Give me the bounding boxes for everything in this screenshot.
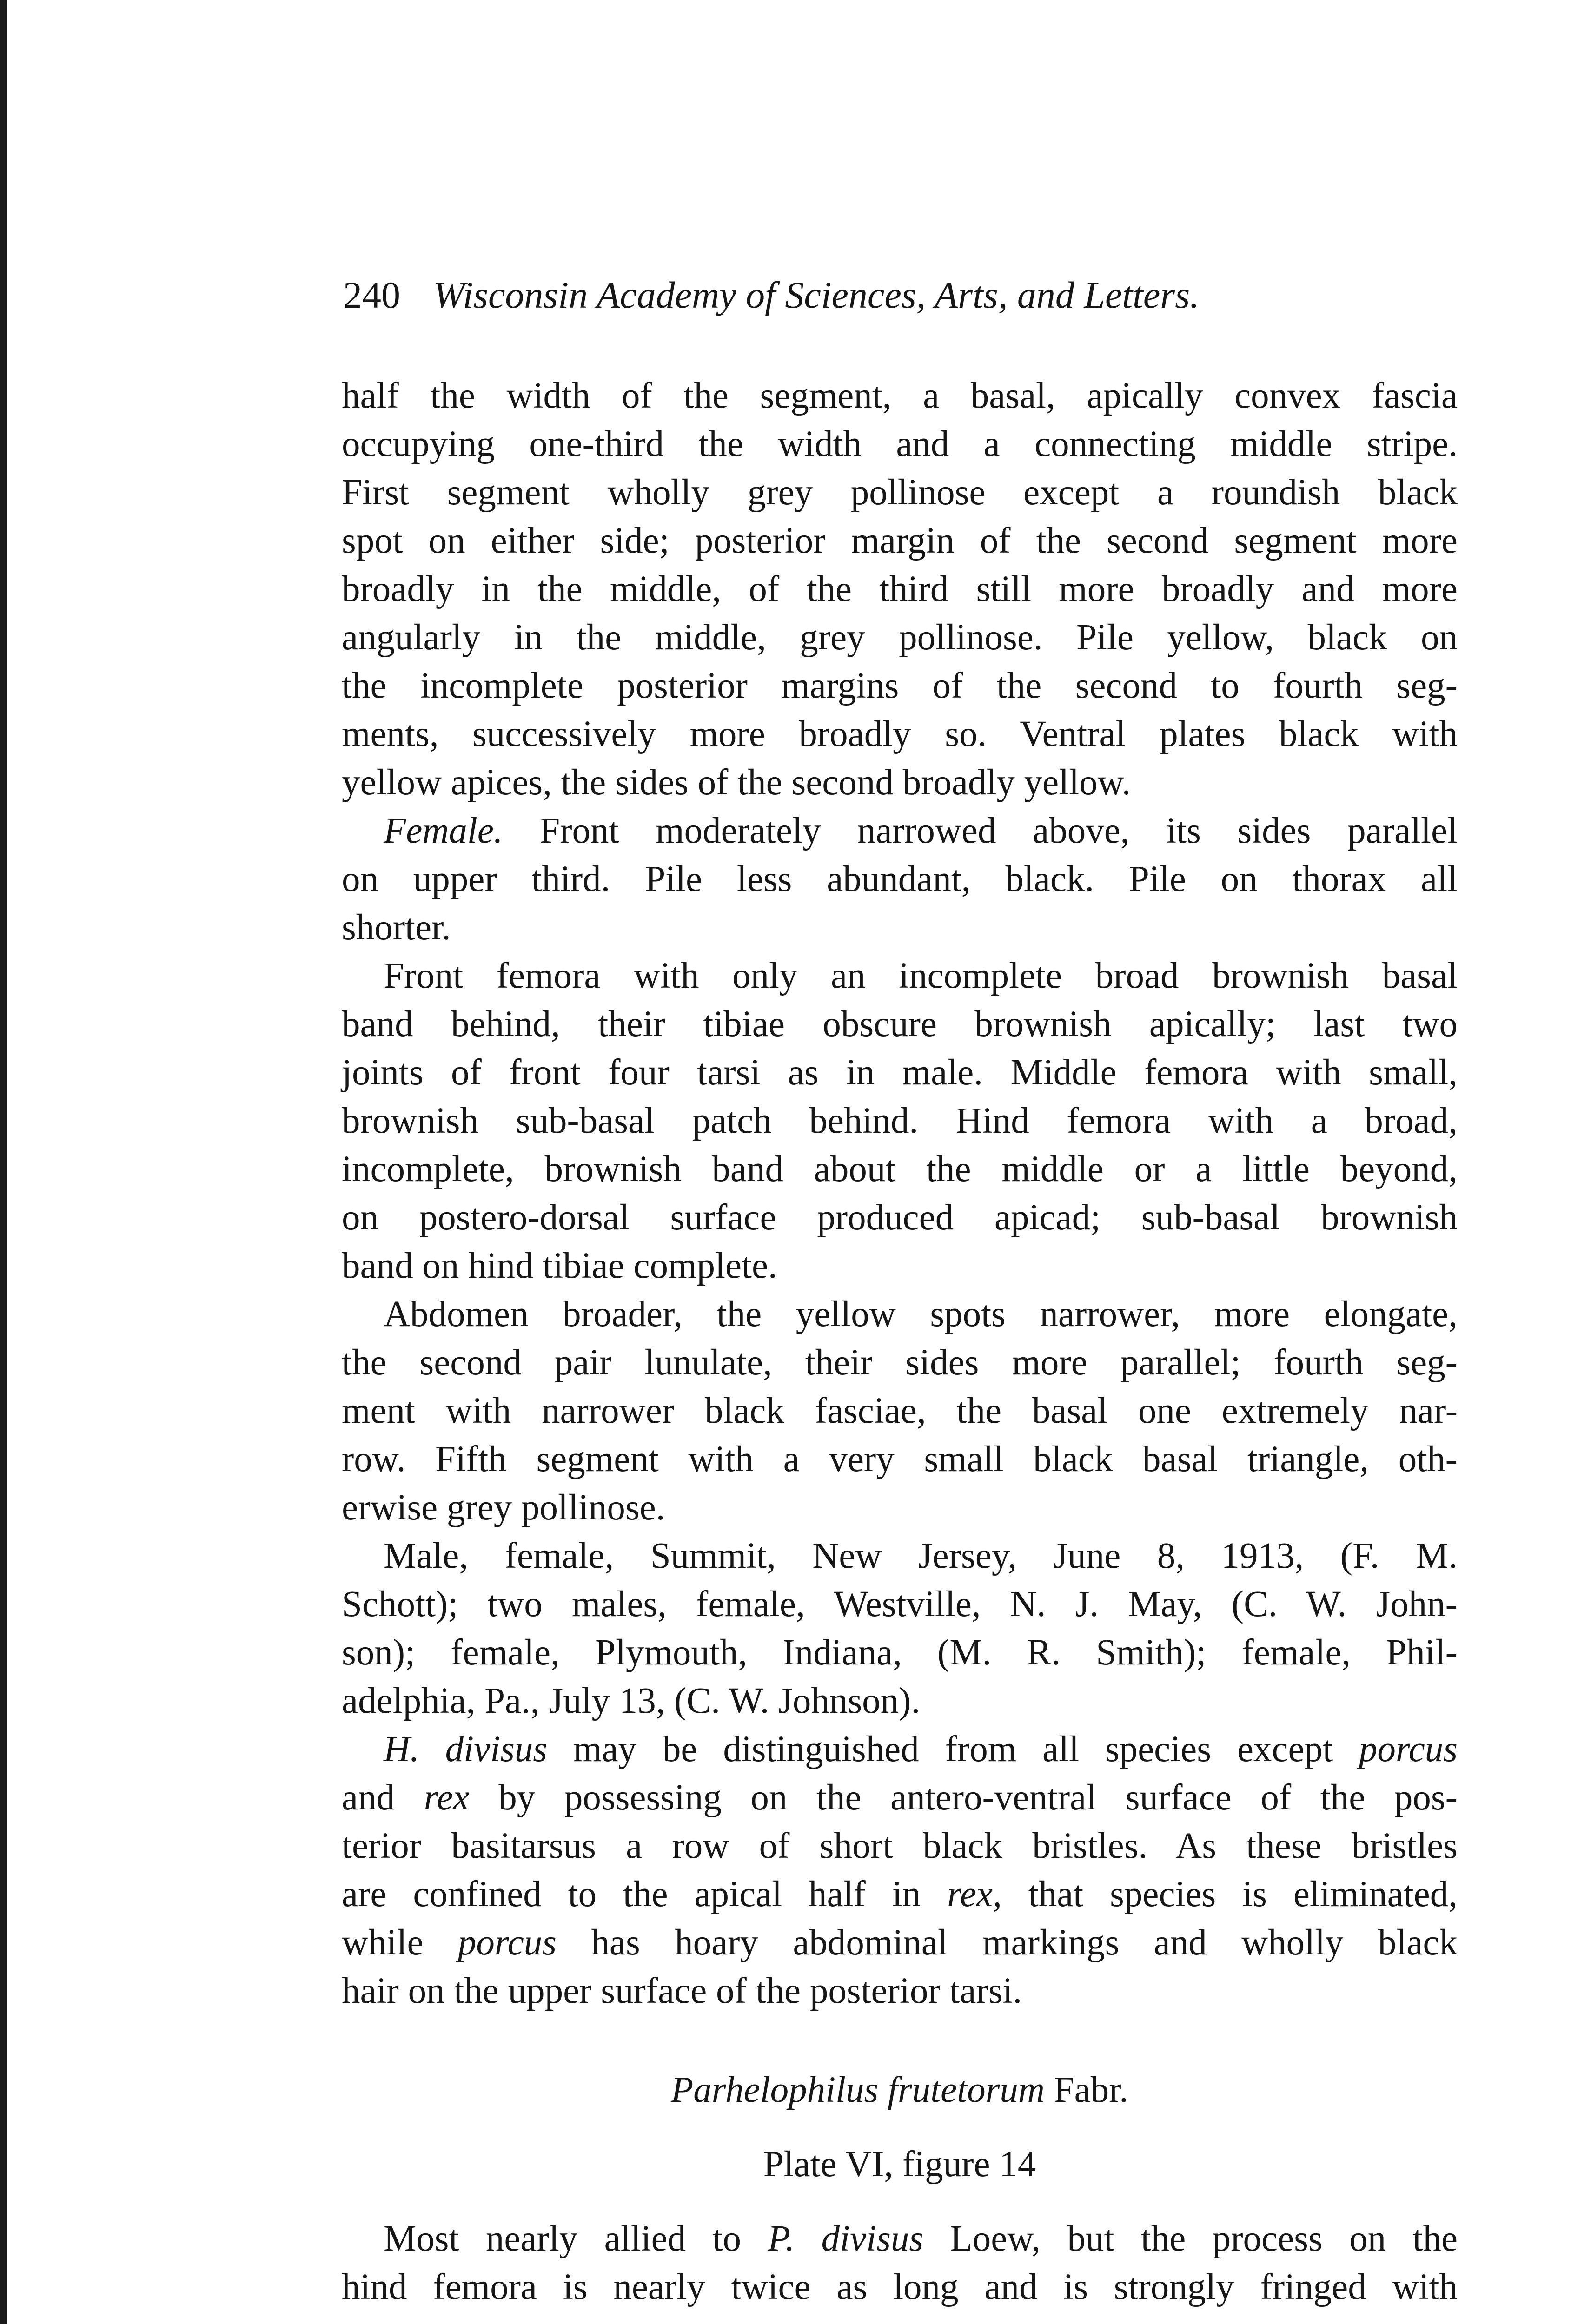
text-line [342,2215,1458,2263]
female-lead: Female. [384,811,503,851]
text-line: erwise grey pollinose. [342,1487,665,1528]
text-line [342,1870,1458,1919]
text-line: son); female, Plymouth, Indiana, (M. R. Smith); female, Phil- [342,1632,1458,1673]
text-line: First segment wholly grey pollinose except a roundish black [342,472,1458,513]
text-line: angularly in the middle, grey pollinose. Pile yellow, black on [342,617,1458,658]
text-line: occupying one-third the width and a connecting middle stripe. [342,424,1458,464]
species-name: H. divisus [384,1729,548,1769]
species-heading-author: Fabr. [1044,2070,1128,2110]
text-line: incomplete, brownish band about the middle or a little beyond, [342,1149,1458,1189]
text-line: broadly in the middle, of the third still more broadly and more [342,569,1458,609]
text-line: terior basitarsus a row of short black bristles. As these bristles [342,1826,1458,1866]
text-span: Front moderately narrowed above, its sides parallel [503,811,1458,851]
species-name: porcus [457,1922,557,1963]
text-line [342,1919,1458,1967]
text-line: Schott); two males, female, Westville, N. J. May, (C. W. John- [342,1584,1458,1624]
text-line: ments, successively more broadly so. Ventral plates black with [342,714,1458,754]
text-span: that species is eliminated, [1001,1874,1458,1915]
running-title: Wisconsin Academy of Sciences, Arts, and Letters. [433,274,1200,316]
text-line [342,1725,1458,1774]
text-line: the incomplete posterior margins of the second to fourth seg- [342,666,1458,706]
text-span: are confined to the apical half in [342,1874,948,1915]
text-line: hind femora is nearly twice as long and is strongly fringed with [342,2267,1458,2307]
text-line: row. Fifth segment with a very small black basal triangle, oth- [342,1439,1458,1479]
species-name: rex, [947,1874,1002,1915]
text-line: band on hind tibiae complete. [342,1246,777,1286]
scan-border-left [0,0,7,2324]
text-span: by possessing on the antero-ventral surface of the pos- [469,1777,1458,1818]
species-heading [342,2066,1458,2114]
text-span: while [342,1922,458,1963]
text-line: on postero-dorsal surface produced apicad; sub-basal brownish [342,1197,1458,1238]
text-span: has hoary abdominal markings and wholly black [557,1922,1458,1963]
text-line: Abdomen broader, the yellow spots narrower, more elongate, [384,1294,1458,1334]
text-line: shorter. [342,907,451,948]
text-line: adelphia, Pa., July 13, (C. W. Johnson). [342,1681,921,1721]
species-name: P. divisus [768,2218,924,2259]
species-heading-name: Parhelophilus frutetorum [671,2070,1045,2110]
text-line: joints of front four tarsi as in male. Middle femora with small, [342,1052,1458,1093]
text-span: Loew, but the process on the [923,2218,1458,2259]
text-line: hair on the upper surface of the posterior tarsi. [342,1971,1022,2011]
page-header [343,270,1459,321]
plate-reference: Plate VI, figure 14 [763,2144,1036,2185]
text-line: half the width of the segment, a basal, apically convex fascia [342,376,1458,416]
text-line: Male, female, Summit, New Jersey, June 8, 1913, (F. M. [384,1536,1458,1576]
text-line: brownish sub-basal patch behind. Hind femora with a broad, [342,1101,1458,1141]
text-line: yellow apices, the sides of the second broadly yellow. [342,762,1131,803]
text-line: band behind, their tibiae obscure brownish apically; last two [342,1004,1458,1044]
text-line: the second pair lunulate, their sides more parallel; fourth seg- [342,1342,1458,1383]
text-line: spot on either side; posterior margin of the second segment more [342,521,1458,561]
text-line: Front femora with only an incomplete broad brownish basal [384,956,1458,996]
text-line [342,807,1458,855]
species-name: porcus [1359,1729,1458,1769]
text-line: ment with narrower black fasciae, the basal one extremely nar- [342,1391,1458,1431]
text-line: on upper third. Pile less abundant, black. Pile on thorax all [342,859,1458,899]
text-span: and [342,1777,424,1818]
text-span: Most nearly allied to [384,2218,768,2259]
species-name: rex [424,1777,470,1818]
page-number: 240 [343,274,400,316]
text-line [342,1774,1458,1822]
text-span: may be distinguished from all species except [547,1729,1359,1769]
